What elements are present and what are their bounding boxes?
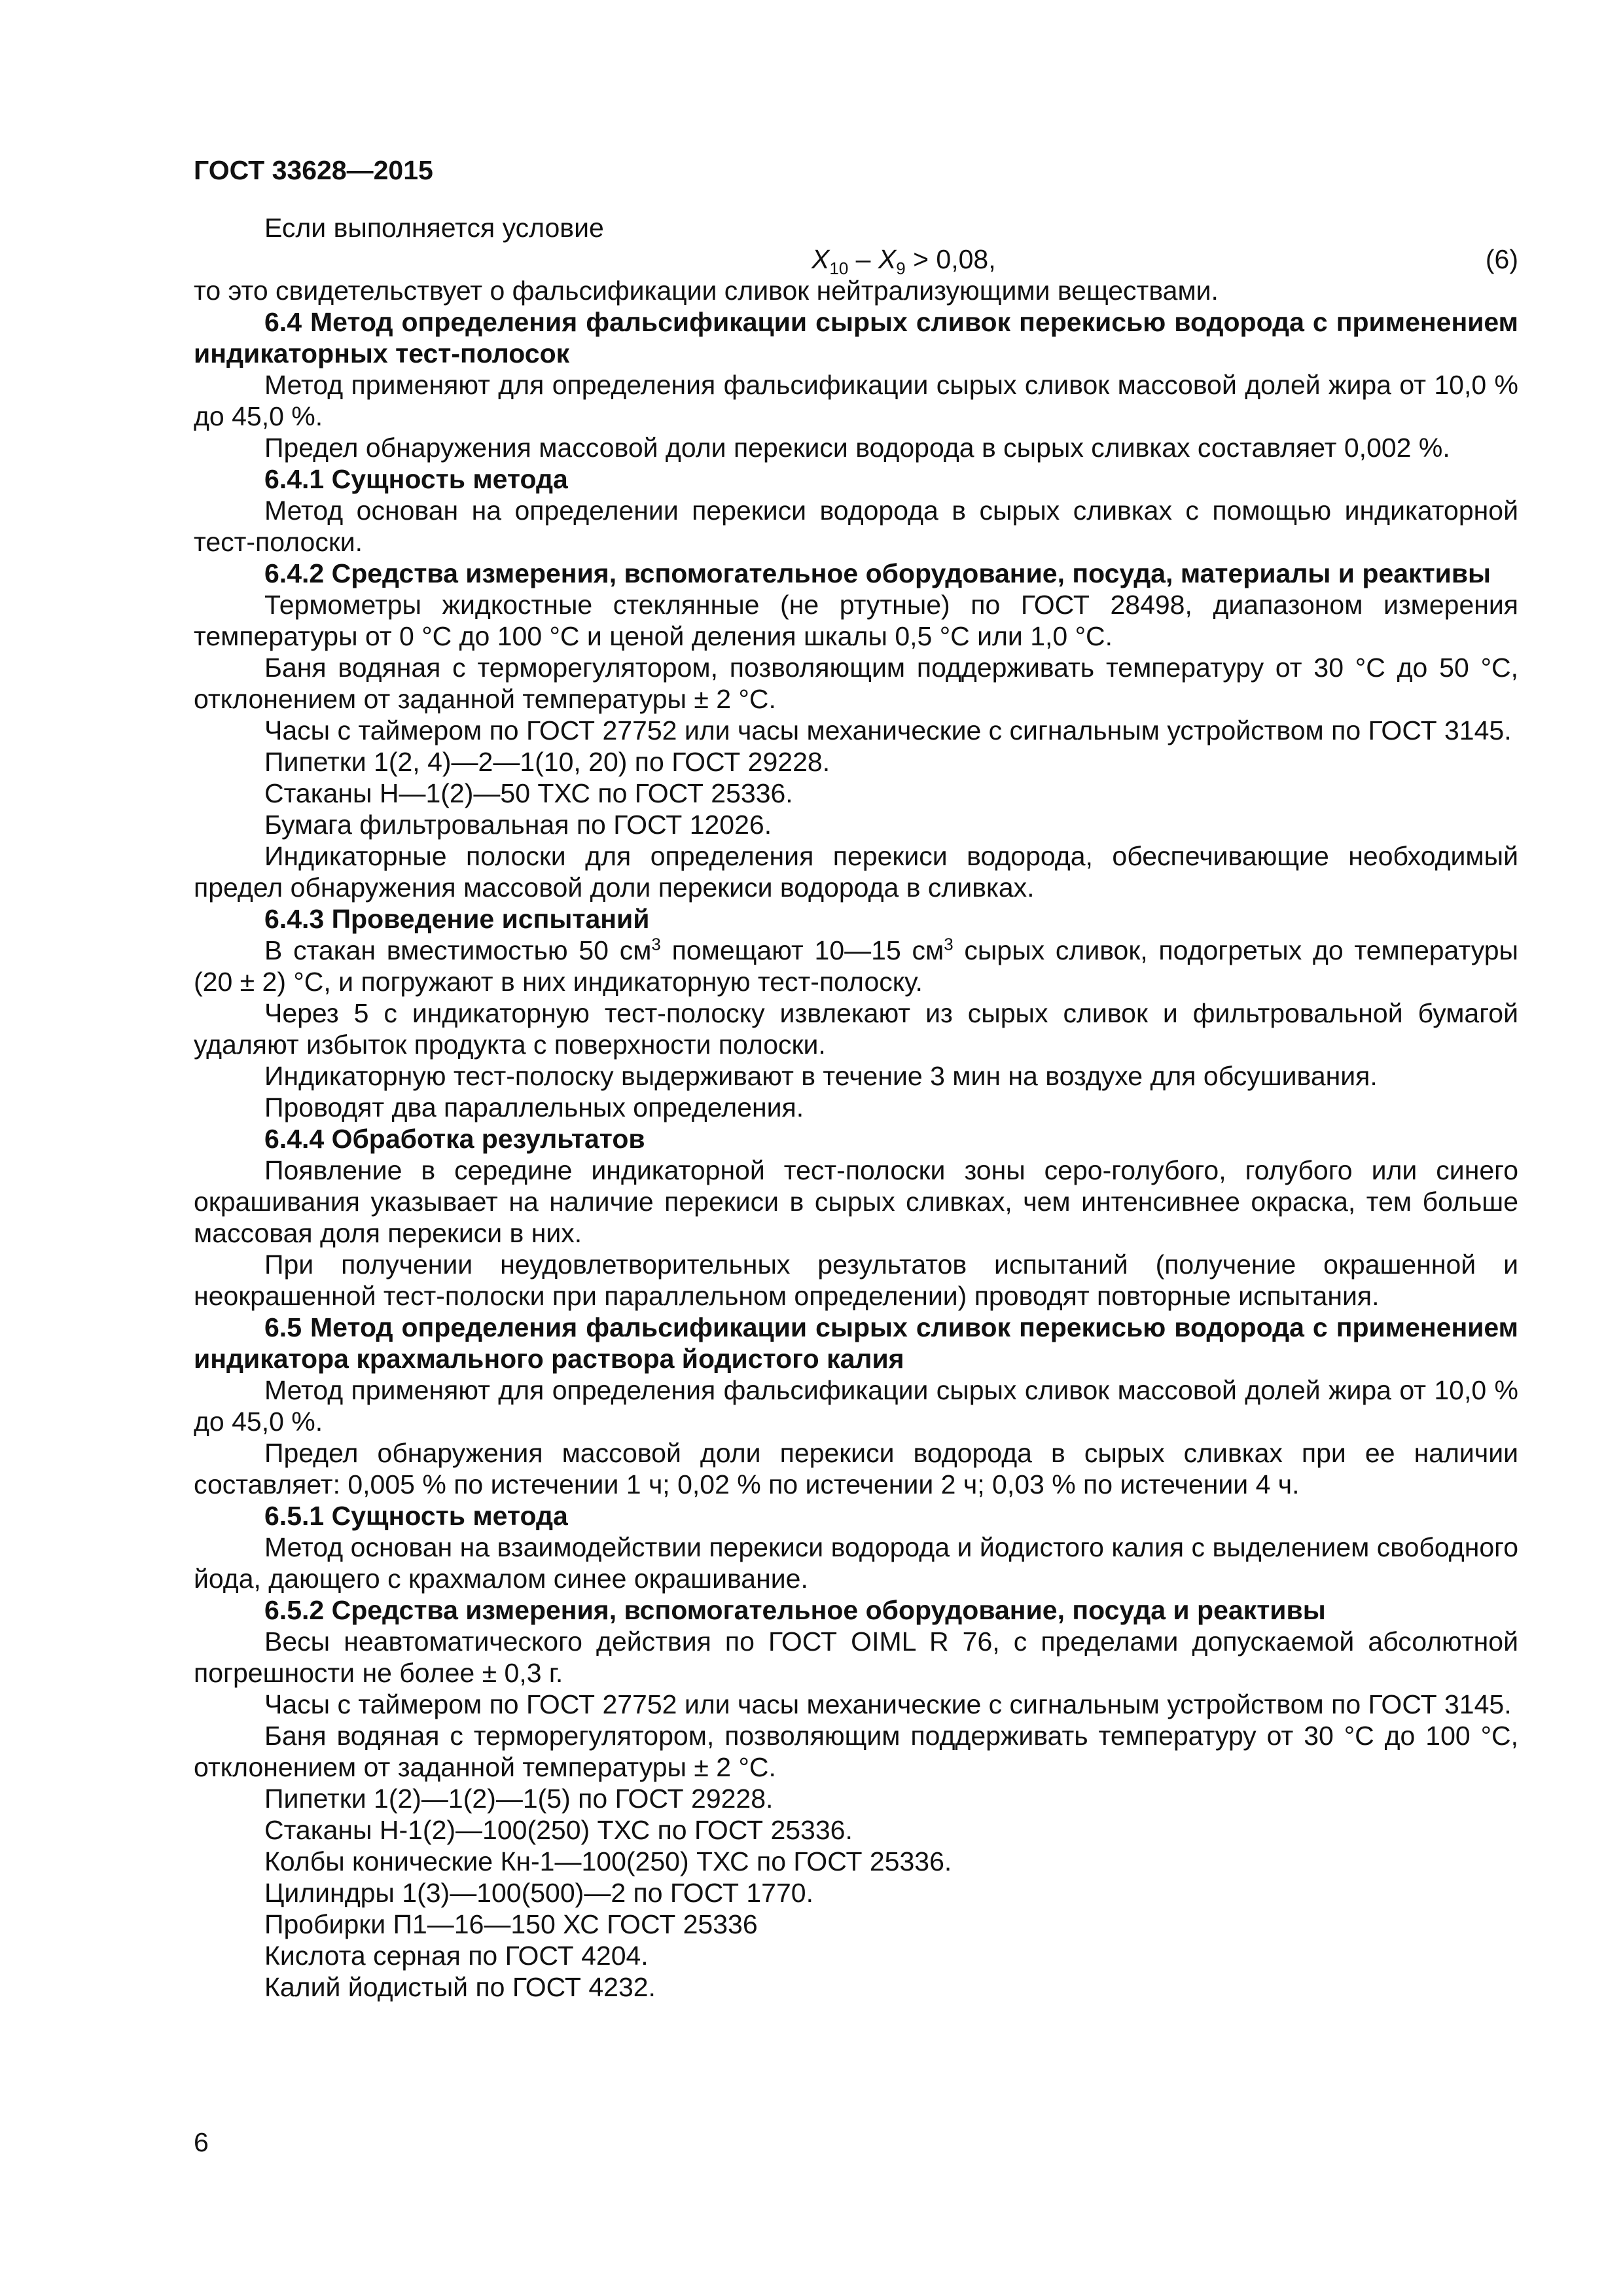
equipment-item: Часы с таймером по ГОСТ 27752 или часы механические с сигнальным устройством по ГОСТ 3145. <box>264 715 1512 745</box>
section-6-4-p2: Предел обнаружения массовой доли перекиси водорода в сырых сливках составляет 0,002 %. <box>264 433 1450 463</box>
equipment-item: Пипетки 1(2, 4)—2—1(10, 20) по ГОСТ 29228. <box>264 747 830 777</box>
document-page <box>194 154 1518 2003</box>
equipment-item: Баня водяная с терморегулятором, позволяющим поддерживать температуру от 30 °С до 50 °С, отклонением от заданной температуры ± 2 °С. <box>194 653 1518 714</box>
equipment-item: Термометры жидкостные стеклянные (не ртутные) по ГОСТ 28498, диапазоном измерения температуры от 0 °С до 100 °С и ценой деления шкалы 0,5 °С или 1,0 °С. <box>194 590 1518 651</box>
equipment-item: Бумага фильтровальная по ГОСТ 12026. <box>264 810 772 840</box>
section-6-5-1-text: Метод основан на взаимодействии перекиси водорода и йодистого калия с выделением свободного йода, дающего с крахмалом синее окрашивание. <box>194 1532 1518 1594</box>
equipment-item: Стаканы Н-1(2)—100(250) ТХС по ГОСТ 25336. <box>264 1815 853 1845</box>
equipment-item: Баня водяная с терморегулятором, позволяющим поддерживать температуру от 30 °С до 100 °С, отклонением от заданной температуры ± 2 °С. <box>194 1721 1518 1782</box>
equipment-item: Весы неавтоматического действия по ГОСТ OIML R 76, с пределами допускаемой абсолютной погрешности не более ± 0,3 г. <box>194 1626 1518 1688</box>
section-6-5-1-title: 6.5.1 Сущность метода <box>264 1501 568 1531</box>
equipment-item: Кислота серная по ГОСТ 4204. <box>264 1941 649 1971</box>
equipment-item: Калий йодистый по ГОСТ 4232. <box>264 1972 656 2002</box>
page-number: 6 <box>194 2127 209 2157</box>
section-6-4-2-title: 6.4.2 Средства измерения, вспомогательное оборудование, посуда, материалы и реактивы <box>264 558 1491 588</box>
section-6-4-3-p3: Индикаторную тест-полоску выдерживают в течение 3 мин на воздухе для обсушивания. <box>264 1061 1378 1091</box>
equipment-item: Цилиндры 1(3)—100(500)—2 по ГОСТ 1770. <box>264 1878 813 1908</box>
section-6-4-4-p1: Появление в середине индикаторной тест-полоски зоны серо-голубого, голубого или синего окрашивания указывает на наличие перекиси в сырых сливках, чем интенсивнее окраска, тем больше массовая доля перекиси в них. <box>194 1155 1518 1248</box>
formula-conclusion: то это свидетельствует о фальсификации сливок нейтрализующими веществами. <box>194 276 1219 306</box>
section-6-4-4-p2: При получении неудовлетворительных результатов испытаний (получение окрашенной и неокрашенной тест-полоски при параллельном определении) проводят повторные испытания. <box>194 1249 1518 1311</box>
section-6-4-3-p2: Через 5 с индикаторную тест-полоску извлекают из сырых сливок и фильтровальной бумагой удаляют избыток продукта с поверхности полоски. <box>194 998 1518 1060</box>
section-6-4-3-p4: Проводят два параллельных определения. <box>264 1092 804 1122</box>
section-6-5-title: 6.5 Метод определения фальсификации сырых сливок перекисью водорода с применением индикатора крахмального раствора йодистого калия <box>194 1312 1518 1374</box>
equipment-item: Часы с таймером по ГОСТ 27752 или часы механические с сигнальным устройством по ГОСТ 3145. <box>264 1689 1512 1719</box>
section-6-4-4-title: 6.4.4 Обработка результатов <box>264 1124 645 1154</box>
equipment-item: Пробирки П1—16—150 ХС ГОСТ 25336 <box>264 1909 758 1939</box>
equipment-item: Стаканы Н—1(2)—50 ТХС по ГОСТ 25336. <box>264 778 793 808</box>
formula-expression: $X_{10} - X_9 > 0,08$, <box>812 244 996 279</box>
section-6-4-title: 6.4 Метод определения фальсификации сырых сливок перекисью водорода с применением индикаторных тест-полосок <box>194 307 1518 368</box>
formula-intro: Если выполняется условие <box>264 213 604 243</box>
section-6-5-2-title: 6.5.2 Средства измерения, вспомогательное оборудование, посуда и реактивы <box>264 1595 1326 1625</box>
section-6-4-1-title: 6.4.1 Сущность метода <box>264 464 568 494</box>
section-6-5-p2: Предел обнаружения массовой доли перекиси водорода в сырых сливках при ее наличии составляет: 0,005 % по истечении 1 ч; 0,02 % по истечении 2 ч; 0,03 % по истечении 4 ч. <box>194 1438 1518 1499</box>
section-6-5-p1: Метод применяют для определения фальсификации сырых сливок массовой долей жира от 10,0 % до 45,0 %. <box>194 1375 1518 1437</box>
section-6-4-1-text: Метод основан на определении перекиси водорода в сырых сливках с помощью индикаторной тест-полоски. <box>194 495 1518 557</box>
formula-6 <box>194 243 1518 279</box>
section-6-4-p1: Метод применяют для определения фальсификации сырых сливок массовой долей жира от 10,0 % до 45,0 %. <box>194 370 1518 431</box>
equipment-item: Пипетки 1(2)—1(2)—1(5) по ГОСТ 29228. <box>264 1784 774 1814</box>
equipment-item: Колбы конические Кн-1—100(250) ТХС по ГОСТ 25336. <box>264 1846 952 1876</box>
section-6-4-3-title: 6.4.3 Проведение испытаний <box>264 904 650 934</box>
section-6-4-3-p1: В стакан вместимостью 50 $см^3$ помещают 10—15 $см^3$ сырых сливок, подогретых до температуры (20 ± 2) °С, и погружают в них индикаторную тест-полоску. <box>194 934 1518 997</box>
document-header: ГОСТ 33628—2015 <box>194 155 433 185</box>
formula-number: (6) <box>1485 244 1518 274</box>
equipment-item: Индикаторные полоски для определения перекиси водорода, обеспечивающие необходимый предел обнаружения массовой доли перекиси водорода в сливках. <box>194 841 1518 903</box>
